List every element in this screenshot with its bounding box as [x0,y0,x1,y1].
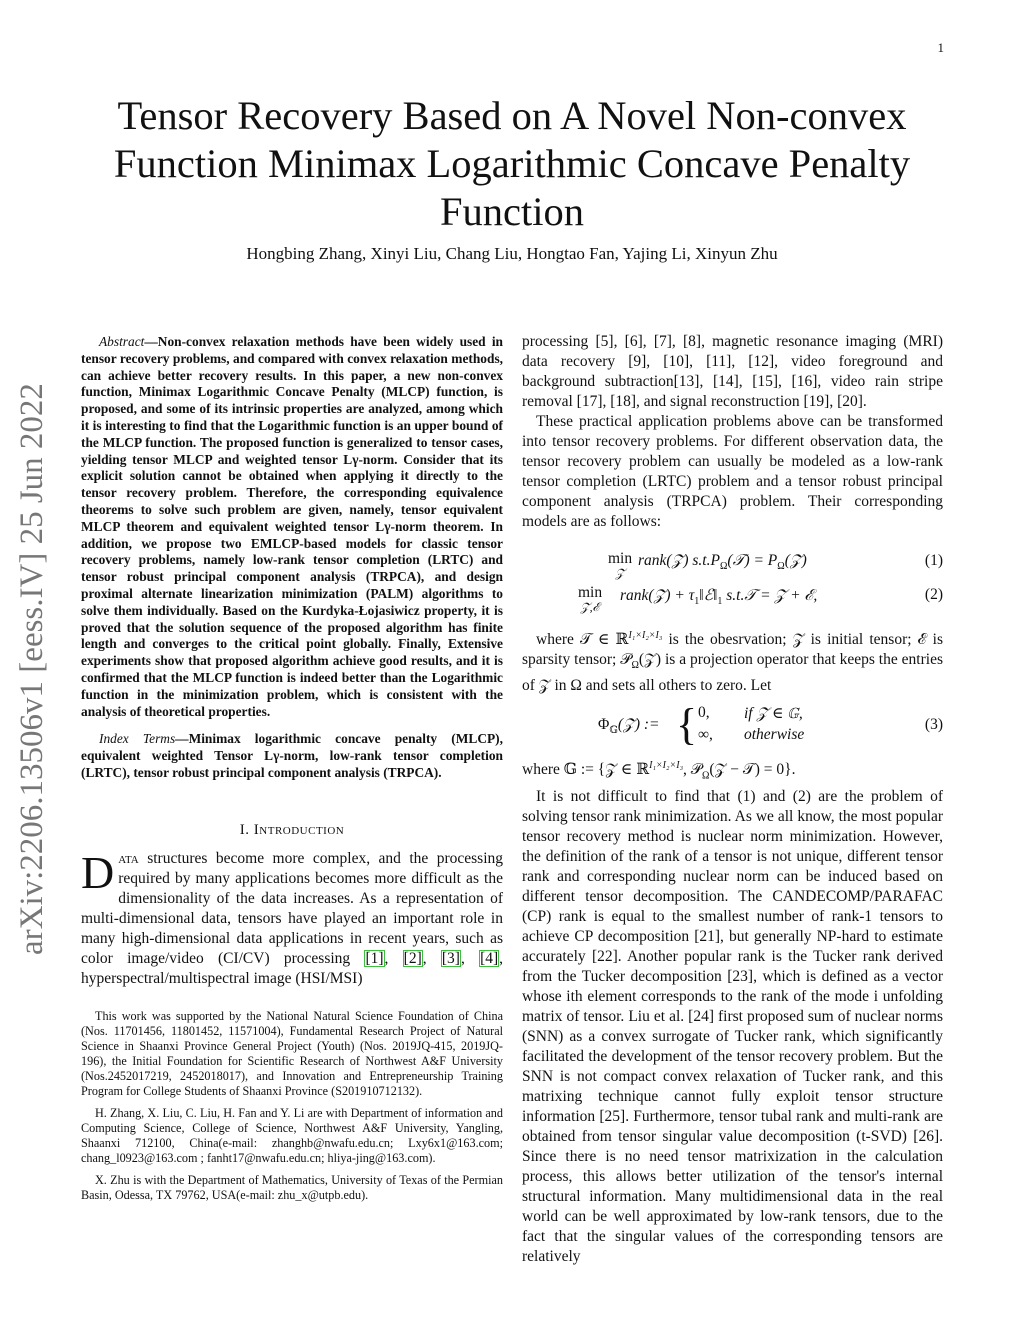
dropcap-rest: ata [118,849,139,867]
equation-3 [522,702,943,752]
abstract [81,334,503,720]
eq3-lhs: $\Phi_𝔾(𝒵)$ := [598,716,660,737]
paragraph-set-definition: where 𝔾 := {𝒵 ∈ ℝ$^{I_1\times I_2\times I_3}$, 𝒫$_\Omega$(𝒵 − 𝒯) = 0}. [522,760,796,782]
abstract-text: —Non-convex relaxation methods have been widely used in tensor recovery problems, and compared with convex relaxation methods, can achieve better recovery results. In this paper, a new non-convex function, Minimax Logarithmic Concave Penalty (MLCP) function, is proposed, and some of its intrinsic properties are analyzed, among which it is interesting to find that the Logarithmic function is an upper bound of the MLCP function. The proposed function is generalized to tensor cases, yielding tensor MLCP and weighted tensor Lγ-norm. Consider that its explicit solution cannot be obtained when applying it directly to the tensor recovery problem. Therefore, the corresponding equivalence theorems to solve such problem are given, namely, tensor equivalent MLCP theorem and equivalent weighted tensor Lγ-norm theorem. In addition, we propose two EMLCP-based models for classic tensor recovery problems, namely low-rank tensor completion (LRTC) and tensor robust principal component analysis (TRPCA), and design proximal alternate linearization minimization (PALM) algorithms to solve them individually. Based on the Kurdyka-Łojasiwicz property, it is proved that the solution sequence of the proposed algorithm has finite length and converges to the critical point globally. Finally, Extensive experiments show that proposed algorithm achieve good results, and it is confirmed that the MLCP function is indeed better than the Logarithmic function in the minimization problem, which is consistent with the analysis of theoretical properties. [81,334,503,719]
eq3-case1-condition: if 𝒵 ∈ 𝔾, [744,705,803,723]
paper-title [60,92,964,236]
index-terms-label: Index Terms [99,731,176,747]
citation-link[interactable]: [4] [480,949,499,967]
arxiv-identifier-stamp[interactable]: arXiv:2206.13506v1 [eess.IV] 25 Jun 2022 [14,383,50,955]
author-list: Hongbing Zhang, Xinyi Liu, Chang Liu, Hongtao Fan, Yajing Li, Xinyun Zhu [246,244,778,263]
equation-number-1: (1) [924,552,943,569]
eq2-body: rank(𝒵) + $\tau_1‖ℰ‖_1$ s.t.𝒯 = 𝒵 + ℰ, [620,587,818,608]
equation-1 [522,552,943,586]
eq1-min-operator: min 𝒵 [608,550,633,580]
equation-number-2: (2) [924,586,943,603]
left-column [81,334,503,1203]
footnotes [81,1009,503,1203]
equation-number-3: (3) [924,716,943,734]
paragraph-applications: processing [5], [6], [7], [8], magnetic resonance imaging (MRI) data recovery [9], [10], [11], [12], video foreground and background subtraction[13], [14], [15], [16], video rain stripe removal [17], [18], and signal reconstruction [19], [20]. [522,333,943,410]
title-line-2: Function Minimax Logarithmic Concave Penalty [113,141,911,186]
footnote-funding: This work was supported by the National Natural Science Foundation of China (Nos. 11701456, 11801452, 11571004), Fundamental Research Project of Natural Science in Shaanxi Province General Project (Youth) (Nos. 2019JQ-415, 2019JQ-196), the Initial Foundation for Scientific Research of Northwest A&F University (Nos.2452017219, 2452018017), and Innovation and Entrepreneurship Training Program for College Students of Shaanxi Province (S201910712132). [81,1008,503,1098]
eq3-case1-value: 0, [698,704,710,722]
right-column [522,332,943,1267]
page-number: 1 [937,40,944,55]
eq3-case2-value: ∞, [698,726,713,744]
title-line-1: Tensor Recovery Based on A Novel Non-convex [117,93,907,138]
equation-2 [522,586,943,626]
citation-link[interactable]: [2] [403,949,422,967]
section-title: Introduction [253,821,345,838]
section-number: I. [239,821,250,838]
citation-link[interactable]: [1] [365,949,384,967]
footnote-affiliation: H. Zhang, X. Liu, C. Liu, H. Fan and Y. Li are with Department of information and Computing Science, College of Science, Northwest A&F University, Yangling, Shaanxi 712100, China(e-mail: zhanghb@nwafu.edu.cn; Lxy6x1@163.com; chang_l0923@163.com ; fanht17@nwafu.edu.cn; hliya-jing@163.com). [81,1105,503,1165]
title-line-3: Function [439,189,584,234]
abstract-label: Abstract [99,334,145,349]
index-terms [81,731,503,781]
paragraph-definitions: where 𝒯 ∈ ℝ$^{I_1\times I_2\times I_3}$ is the obesrvation; 𝒵 is initial tensor; ℰ is sparsity tensor; 𝒫$_\Omega$(𝒵) is a projection operator that keeps the entries of 𝒵 in Ω and sets all others to zero. Let [522,630,943,695]
eq3-brace: { [676,700,698,750]
eq3-case2-condition: otherwise [744,726,805,744]
intro-text-tail: , hyperspectral/multispectral image (HSI/MSI) [81,949,504,987]
footnote-affiliation-2: X. Zhu is with the Department of Mathematics, University of Texas of the Permian Basin, Odessa, TX 79762, USA(e-mail: zhu_x@utpb.edu). [81,1172,503,1202]
paragraph-tensor-rank: It is not difficult to find that (1) and (2) are the problem of solving tensor rank minimization. As we all know, the most popular tensor recovery method is nuclear norm minimization. However, the definition of the rank of a tensor is not unique, different tensor rank and corresponding nuclear norm can be induced based on different tensor decomposition. The CANDECOMP/PARAFAC (CP) rank is equal to the smallest number of rank-1 tensors to achieve CP decomposition [21], but generally NP-hard to estimate accurately [22]. Another popular rank is the Tucker rank derived from the Tucker decomposition [23], which is defined as a vector whose ith element corresponds to the rank of the mode i unfolding matrix of tensor. Liu et al. [24] first proposed sum of nuclear norms (SNN) as a convex surrogate of Tucker rank, which significantly facilitated the development of the tensor recovery problem. But the SNN is not compact convex relaxation of Tucker rank, and this matrixing technique cannot fully exploit tensor structure information [25]. Furthermore, tensor tubal rank and multi-rank are obtained from tensor singular value decomposition (t-SVD) [26]. Since there is no need tensor matrixization in the calculation process, this allows better utilization of the tensor's internal structural information. Many multidimensional data in the real world can be well approximated by low-rank tensors, due to the fact that the singular values of the corresponding tensors are relatively [522,787,943,1265]
intro-text: structures become more complex, and the processing required by many applications becomes more difficult as the dimensionality of the data increases. As a representation of multi-dimensional data, tensors have played an important role in many high-dimensional data applications in recent years, such as color image/video (CI/CV) processing [81,849,503,967]
intro-paragraph: Data structures become more complex, and the processing required by many applications becomes more difficult as the dimensionality of the data increases. As a representation of multi-dimensional data, tensors have played an important role in many high-dimensional data applications in recent years, such as color image/video (CI/CV) processing [1], [2], [3], [4], hyperspectral/multispectral image (HSI/MSI) [81,846,504,987]
citation-link[interactable]: [3] [441,949,460,967]
eq1-body: rank(𝒵) $s.t.P_\Omega(𝒯)$ = $P_\Omega(𝒵)$ [638,552,807,573]
index-terms-text: —Minimax logarithmic concave penalty (MLCP), equivalent weighted Tensor Lγ-norm, low-rank tensor completion (LRTC), tensor robust principal component analysis (TRPCA). [81,731,503,780]
paragraph-models: These practical application problems above can be transformed into tensor recovery problems. For different observation data, the tensor recovery problem can usually be modeled as a low-rank tensor completion (LRTC) problem and a tensor robust principal component analysis (TRPCA) problem. Their corresponding models are as follows: [522,413,943,530]
section-heading-introduction [81,822,503,839]
eq2-min-operator: min 𝒵,ℰ [578,584,603,614]
dropcap-letter: D [81,846,115,898]
